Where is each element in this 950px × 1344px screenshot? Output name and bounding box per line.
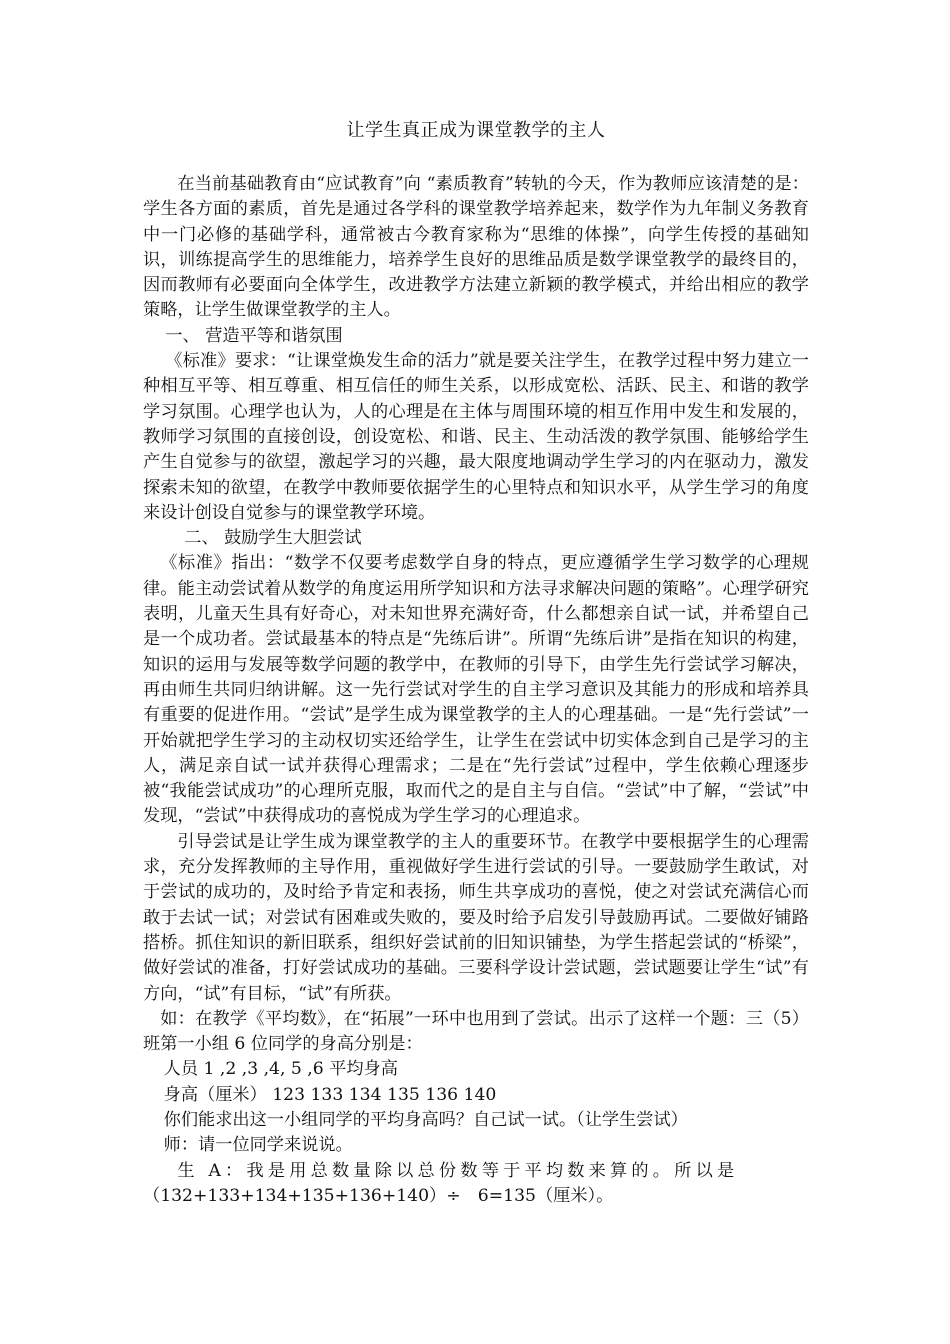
teacher-line: 师：请一位同学来说说。	[163, 1135, 353, 1156]
height-table-header: 人员 1 ,2 ,3 ,4, 5 ,6 平均身高	[163, 1059, 398, 1080]
student-a-line: 生 A：我是用总数量除以总份数等于平均数来算的。所以是	[177, 1160, 739, 1181]
section-1-paragraph: 《标准》要求：“让课堂焕发生命的活力”就是要关注学生，在教学过程中努力建立一种相互平等、相互尊重、相互信任的师生关系，以形成宽松、活跃、民主、和谐的教学学习氛围。心理学也认为，人的心理是在主体与周围环境的相互作用中发生和发展的，教师学习氛围的直接创设，创设宽松、和谐、民主、生动活泼的教学氛围、能够给学生产生自觉参与的欲望，激起学习的兴趣，最大限度地调动学生学习的内在驱动力，激发探索未知的欲望，在教学中教师要依据学生的心里特点和知识水平，从学生学习的角度来设计创设自觉参与的课堂教学环境。	[143, 351, 809, 523]
section-heading-2: 二、 鼓励学生大胆尝试	[184, 528, 362, 549]
example-paragraph: 如：在教学《平均数》，在“拓展”一环中也用到了尝试。出示了这样一个题：三（5）班第一小组 6 位同学的身高分别是：	[143, 1008, 809, 1055]
formula-line: （132+133+134+135+136+140）÷ 6=135（厘米）。	[143, 1185, 614, 1206]
document-title: 让学生真正成为课堂教学的主人	[346, 120, 606, 141]
intro-paragraph: 在当前基础教育由“应试教育”向 “素质教育”转轨的今天，作为教师应该清楚的是：学生各方面的素质，首先是通过各学科的课堂教学培养起来，数学作为九年制义务教育中一门必修的基础学科，通常被古今教育家称为“思维的体操”，向学生传授的基础知识，训练提高学生的思维能力，培养学生良好的思维品质是数学课堂教学的最终目的，因而教师有必要面向全体学生，改进教学方法建立新颖的教学模式，并给出相应的教学策略，让学生做课堂教学的主人。	[143, 174, 809, 321]
section-2-paragraph: 《标准》指出：“数学不仅要考虑数学自身的特点，更应遵循学生学习数学的心理规律。能主动尝试着从数学的角度运用所学知识和方法寻求解决问题的策略”。心理学研究表明，儿童天生具有好奇心，对未知世界充满好奇，什么都想亲自试一试，并希望自己是一个成功者。尝试最基本的特点是“先练后讲”。所谓“先练后讲”是指在知识的构建，知识的运用与发展等数学问题的教学中，在教师的引导下，由学生先行尝试学习解决，再由师生共同归纳讲解。这一先行尝试对学生的自主学习意识及其能力的形成和培养具有重要的促进作用。“尝试”是学生成为课堂教学的主人的心理基础。一是“先行尝试”一开始就把学生学习的主动权切实还给学生，让学生在尝试中切实体念到自己是学习的主人，满足亲自试一试并获得心理需求；二是在“先行尝试”过程中，学生依赖心理逐步被“我能尝试成功”的心理所克服，取而代之的是自主与自信。“尝试”中了解，“尝试”中发现，“尝试”中获得成功的喜悦成为学生学习的心理追求。	[143, 553, 809, 827]
document-page	[143, 118, 809, 1209]
section-heading-1: 一、 营造平等和谐氛围	[165, 325, 343, 346]
height-table-row: 身高（厘米） 123 133 134 135 136 140	[163, 1084, 497, 1105]
guidance-paragraph: 引导尝试是让学生成为课堂教学的主人的重要环节。在教学中要根据学生的心理需求，充分发挥教师的主导作用，重视做好学生进行尝试的引导。一要鼓励学生敢试，对于尝试的成功的，及时给予肯定和表扬，师生共享成功的喜悦，使之对尝试充满信心而敢于去试一试；对尝试有困难或失败的，要及时给予启发引导鼓励再试。二要做好铺路搭桥。抓住知识的新旧联系，组织好尝试前的旧知识铺垫，为学生搭起尝试的“桥梁”，做好尝试的准备，打好尝试成功的基础。三要科学设计尝试题，尝试题要让学生“试”有方向，“试”有目标，“试”有所获。	[143, 831, 809, 1004]
question-line: 你们能求出这一小组同学的平均身高吗？自己试一试。（让学生尝试）	[163, 1109, 688, 1130]
